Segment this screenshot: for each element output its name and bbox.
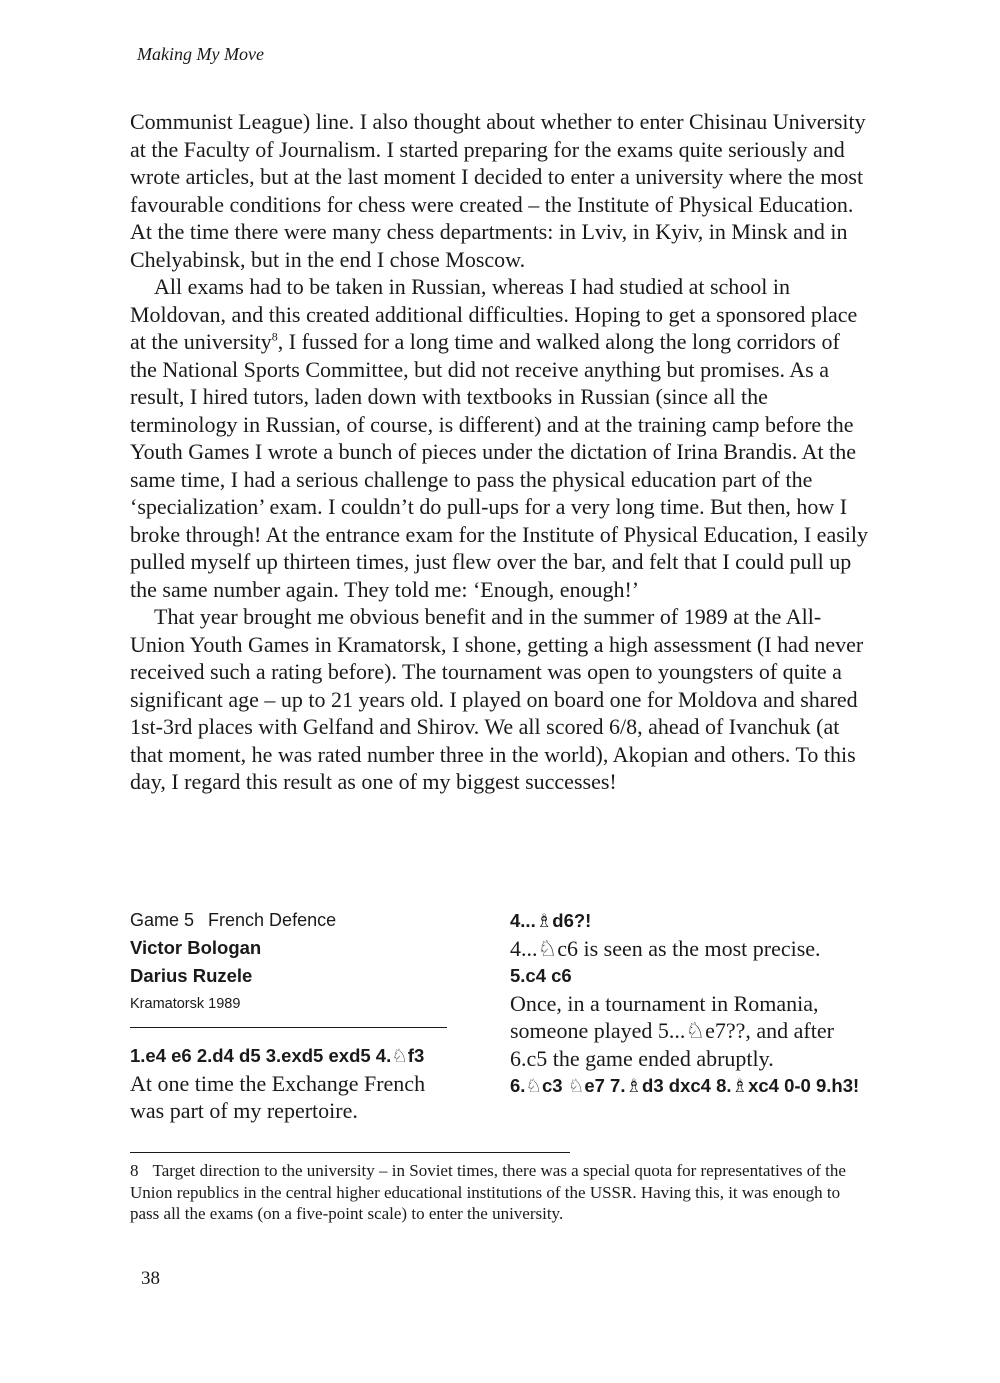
game-moves-4: 6.♘c3 ♘e7 7.♗d3 dxc4 8.♗xc4 0-0 9.h3!: [510, 1075, 860, 1096]
white-player: Victor Bologan: [130, 937, 262, 958]
game-header-divider: [130, 1027, 447, 1028]
game-number: Game 5: [130, 910, 195, 930]
game-label: [130, 907, 460, 934]
footnote-text: Target direction to the university – in Soviet times, there was a special quota for representatives of the Union republics in the central higher educational institutions of the USSR. Having this, it was enough to pass all the exams (on a five-point scale) to enter the university.: [130, 1161, 846, 1223]
footnote-number: 8: [130, 1161, 139, 1180]
game-comment-1: At one time the Exchange French was part of my repertoire.: [130, 1070, 426, 1123]
page-number: 38: [141, 1268, 160, 1289]
footnote-reference: 8: [271, 329, 278, 344]
game-opening: French Defence: [208, 910, 337, 930]
game-moves-2: 4...♗d6?!: [510, 910, 592, 931]
black-player: Darius Ruzele: [130, 964, 253, 986]
game-event: Kramatorsk 1989: [130, 996, 241, 1012]
game-moves-3: 5.c4 c6: [510, 965, 572, 986]
paragraph-1: Communist League) line. I also thought about whether to enter Chisinau University at the Faculty of Journalism. I started preparing for the exams quite seriously and wrote articles, but at the last moment I decided to enter a university where the most favourable conditions for chess were created – the Institute of Physical Education. At the time there were many chess departments: in Lviv, in Kyiv, in Minsk and in Chelyabinsk, but in the end I chose Moscow.: [130, 109, 866, 272]
game-moves-column: [510, 907, 870, 1100]
paragraph-2: [130, 273, 868, 603]
paragraph-2-start: All exams had to be taken in Russian, whereas I had studied at school in Moldovan, and this created additional difficulties. Hoping to get a sponsored place at the university: [130, 274, 858, 354]
game-comment-2: 4...♘c6 is seen as the most precise.: [510, 935, 821, 961]
game-moves-1: 1.e4 e6 2.d4 d5 3.exd5 exd5 4.♘f3: [130, 1045, 425, 1066]
game-header-column: [130, 907, 460, 1125]
footnote-divider: [130, 1152, 570, 1153]
game-comment-3: Once, in a tournament in Romania, someone played 5...♘e7??, and after 6.c5 the game ended abruptly.: [510, 990, 834, 1071]
footnote: [130, 1160, 870, 1225]
running-head: Making My Move: [137, 44, 264, 64]
body-text: [130, 108, 868, 796]
paragraph-3: That year brought me obvious benefit and in the summer of 1989 at the All-Union Youth Games in Kramatorsk, I shone, getting a high assessment (I had never received such a rating before). The tournament was open to youngsters of quite a significant age – up to 21 years old. I played on board one for Moldova and shared 1st-3rd places with Gelfand and Shirov. We all scored 6/8, ahead of Ivanchuk (at that moment, he was rated number three in the world), Akopian and others. To this day, I regard this result as one of my biggest successes!: [130, 604, 864, 794]
paragraph-2-end: , I fussed for a long time and walked along the long corridors of the National Sports Committee, but did not receive anything but promises. As a result, I hired tutors, laden down with textbooks in Russian (since all the terminology in Russian, of course, is different) and at the training camp before the Youth Games I wrote a bunch of pieces under the dictation of Irina Brandis. At the same time, I had a serious challenge to pass the physical education part of the ‘specialization’ exam. I couldn’t do pull-ups for a very long time. But then, how I broke through! At the entrance exam for the Institute of Physical Education, I easily pulled myself up thirteen times, just flew over the bar, and felt that I could pull up the same number again. They told me: ‘Enough, enough!’: [130, 329, 868, 602]
